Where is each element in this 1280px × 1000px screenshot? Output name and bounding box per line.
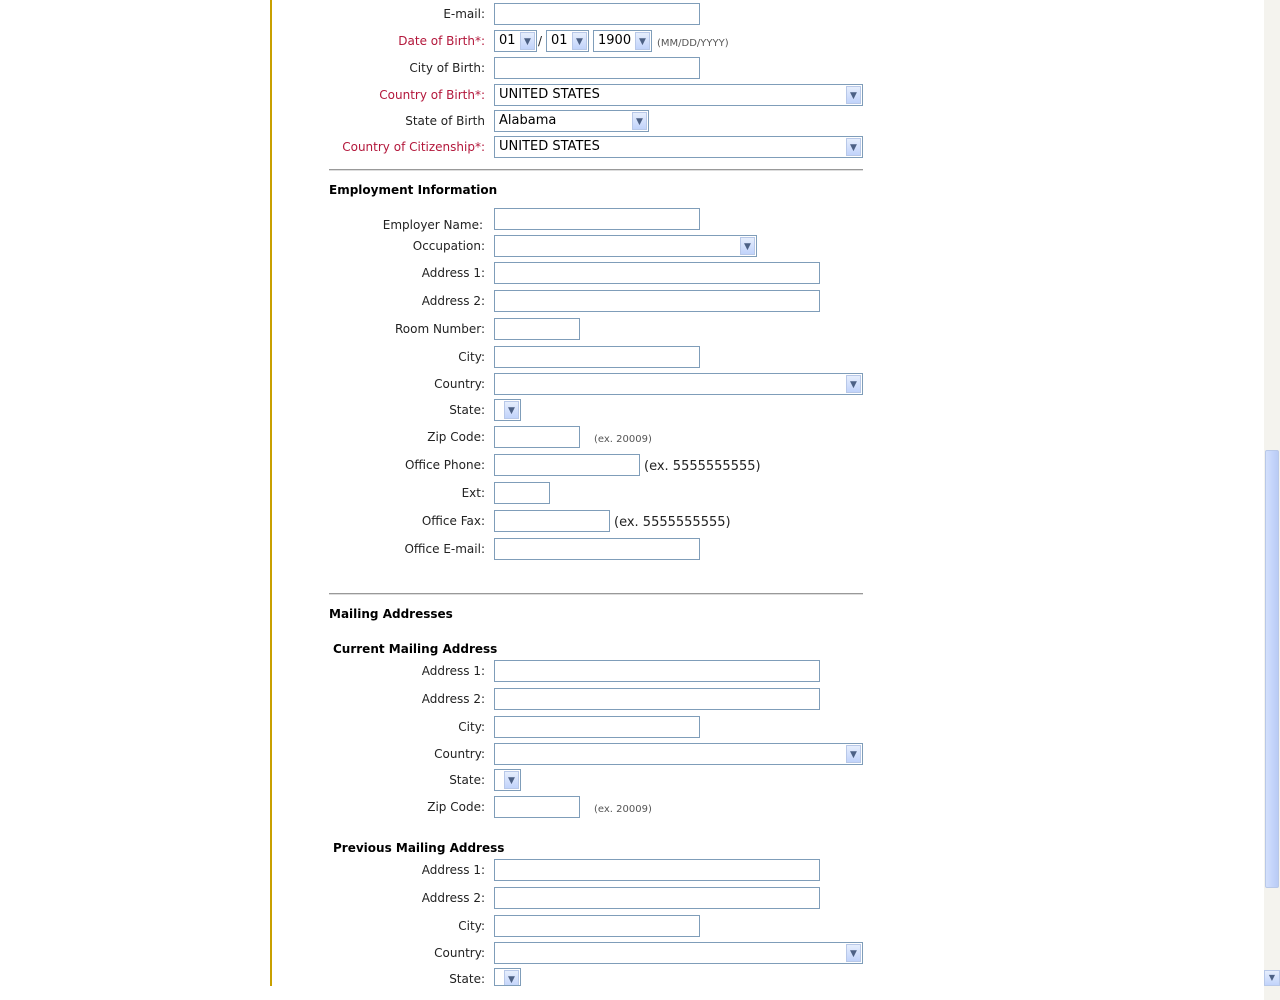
chevron-down-icon: ▼ bbox=[846, 375, 861, 393]
employer-city-input[interactable] bbox=[494, 346, 700, 368]
office-phone-input[interactable] bbox=[494, 454, 640, 476]
current-address2-label: Address 2: bbox=[421, 692, 485, 706]
previous-address2-input[interactable] bbox=[494, 887, 820, 909]
office-fax-hint: (ex. 5555555555) bbox=[614, 515, 731, 530]
employer-address1-input[interactable] bbox=[494, 262, 820, 284]
employer-country-select[interactable] bbox=[494, 373, 863, 395]
dob-separator: / bbox=[538, 34, 543, 48]
current-address1-label: Address 1: bbox=[421, 664, 485, 678]
employer-name-label: Employer Name: bbox=[382, 218, 483, 232]
citizenship-label: Country of Citizenship*: bbox=[342, 140, 485, 154]
employer-city-label: City: bbox=[458, 350, 485, 364]
chevron-down-icon: ▼ bbox=[846, 745, 861, 763]
mailing-heading: Mailing Addresses bbox=[329, 607, 453, 621]
office-phone-label: Office Phone: bbox=[404, 458, 485, 472]
country-of-birth-select[interactable] bbox=[494, 84, 863, 106]
chevron-down-icon: ▼ bbox=[520, 32, 535, 50]
left-border-accent bbox=[270, 0, 272, 986]
previous-city-input[interactable] bbox=[494, 915, 700, 937]
previous-country-select[interactable] bbox=[494, 942, 863, 964]
ext-label: Ext: bbox=[461, 486, 485, 500]
dob-day-value: 01 bbox=[551, 33, 568, 48]
previous-mailing-heading: Previous Mailing Address bbox=[333, 841, 505, 855]
chevron-down-icon: ▼ bbox=[504, 771, 519, 789]
scrollbar-thumb[interactable] bbox=[1265, 450, 1279, 888]
email-label: E-mail: bbox=[443, 7, 485, 21]
email-input[interactable] bbox=[494, 3, 700, 25]
employer-zip-label: Zip Code: bbox=[427, 430, 485, 444]
previous-state-label: State: bbox=[449, 972, 485, 986]
employer-state-label: State: bbox=[449, 403, 485, 417]
room-number-label: Room Number: bbox=[394, 322, 485, 336]
previous-city-label: City: bbox=[458, 919, 485, 933]
office-fax-input[interactable] bbox=[494, 510, 610, 532]
chevron-down-icon: ▼ bbox=[632, 112, 647, 130]
current-address2-input[interactable] bbox=[494, 688, 820, 710]
state-of-birth-label: State of Birth bbox=[405, 114, 485, 128]
employer-address2-label: Address 2: bbox=[421, 294, 485, 308]
employer-address2-input[interactable] bbox=[494, 290, 820, 312]
room-number-input[interactable] bbox=[494, 318, 580, 340]
previous-country-label: Country: bbox=[434, 946, 485, 960]
occupation-label: Occupation: bbox=[412, 239, 485, 253]
section-divider bbox=[329, 169, 863, 171]
previous-state-select[interactable] bbox=[494, 968, 521, 986]
current-state-label: State: bbox=[449, 773, 485, 787]
office-fax-label: Office Fax: bbox=[421, 514, 485, 528]
current-address1-input[interactable] bbox=[494, 660, 820, 682]
employer-address1-label: Address 1: bbox=[421, 266, 485, 280]
ext-input[interactable] bbox=[494, 482, 550, 504]
current-country-label: Country: bbox=[434, 747, 485, 761]
current-mailing-heading: Current Mailing Address bbox=[333, 642, 498, 656]
chevron-down-icon: ▼ bbox=[635, 32, 650, 50]
current-state-select[interactable] bbox=[494, 769, 521, 791]
employer-zip-input[interactable] bbox=[494, 426, 580, 448]
chevron-down-icon: ▼ bbox=[846, 138, 861, 156]
previous-address1-label: Address 1: bbox=[421, 863, 485, 877]
current-city-input[interactable] bbox=[494, 716, 700, 738]
chevron-down-icon: ▼ bbox=[572, 32, 587, 50]
dob-month-select[interactable] bbox=[494, 30, 537, 52]
dob-label: Date of Birth*: bbox=[398, 34, 485, 48]
employer-zip-hint: (ex. 20009) bbox=[594, 434, 652, 445]
employer-country-label: Country: bbox=[434, 377, 485, 391]
dob-year-select[interactable] bbox=[593, 30, 652, 52]
chevron-down-icon: ▼ bbox=[846, 944, 861, 962]
office-phone-hint: (ex. 5555555555) bbox=[644, 459, 761, 474]
previous-address1-input[interactable] bbox=[494, 859, 820, 881]
occupation-select[interactable] bbox=[494, 235, 757, 257]
chevron-down-icon: ▼ bbox=[1268, 973, 1276, 982]
dob-month-value: 01 bbox=[499, 33, 516, 48]
vertical-scrollbar[interactable] bbox=[1264, 0, 1280, 1000]
current-zip-label: Zip Code: bbox=[427, 800, 485, 814]
chevron-down-icon: ▼ bbox=[504, 970, 519, 986]
current-city-label: City: bbox=[458, 720, 485, 734]
employer-state-select[interactable] bbox=[494, 399, 521, 421]
citizenship-select[interactable] bbox=[494, 136, 863, 158]
employer-name-input[interactable] bbox=[494, 208, 700, 230]
state-of-birth-select[interactable] bbox=[494, 110, 649, 132]
office-email-input[interactable] bbox=[494, 538, 700, 560]
current-country-select[interactable] bbox=[494, 743, 863, 765]
employment-heading: Employment Information bbox=[329, 183, 498, 197]
chevron-down-icon: ▼ bbox=[504, 401, 519, 419]
citizenship-value: UNITED STATES bbox=[499, 139, 600, 154]
current-zip-hint: (ex. 20009) bbox=[594, 804, 652, 815]
city-of-birth-input[interactable] bbox=[494, 57, 700, 79]
chevron-down-icon: ▼ bbox=[740, 237, 755, 255]
dob-year-value: 1900 bbox=[598, 33, 632, 48]
country-of-birth-value: UNITED STATES bbox=[499, 87, 600, 102]
city-of-birth-label: City of Birth: bbox=[409, 61, 485, 75]
previous-address2-label: Address 2: bbox=[421, 891, 485, 905]
chevron-down-icon: ▼ bbox=[846, 86, 861, 104]
dob-day-select[interactable] bbox=[546, 30, 589, 52]
country-of-birth-label: Country of Birth*: bbox=[379, 88, 485, 102]
dob-format-hint: (MM/DD/YYYY) bbox=[657, 38, 729, 49]
office-email-label: Office E-mail: bbox=[404, 542, 485, 556]
scroll-down-button[interactable] bbox=[1264, 970, 1280, 986]
current-zip-input[interactable] bbox=[494, 796, 580, 818]
section-divider bbox=[329, 593, 863, 595]
state-of-birth-value: Alabama bbox=[499, 113, 557, 128]
